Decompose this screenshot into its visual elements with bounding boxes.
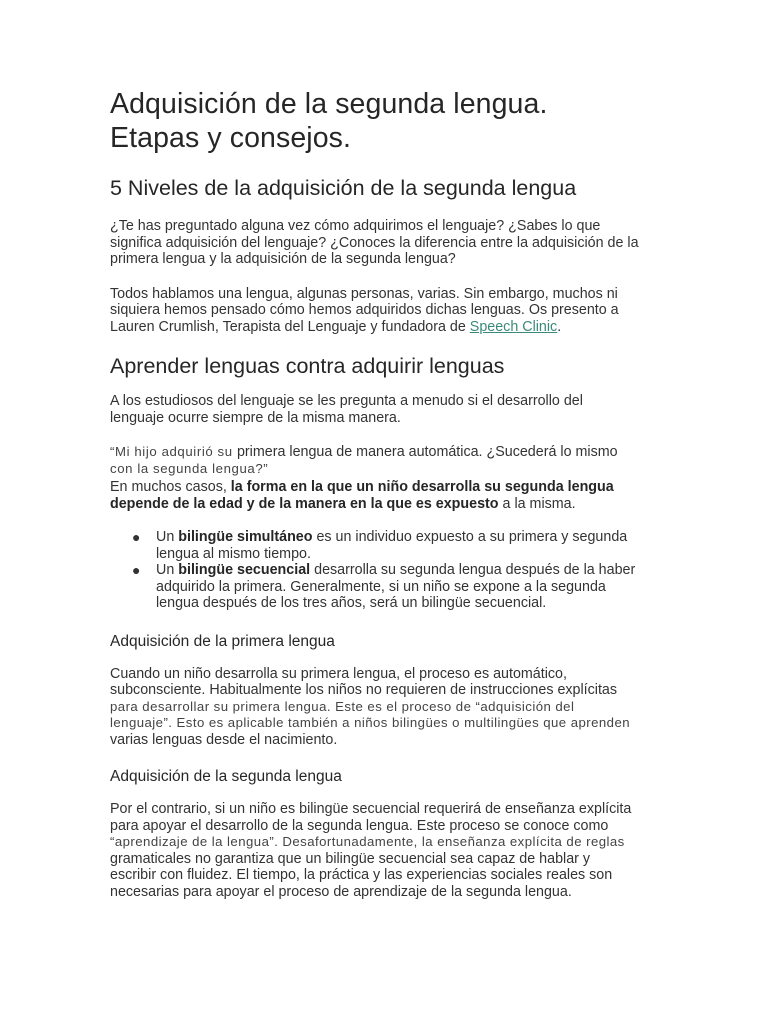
document-title [110, 87, 670, 155]
section-heading-second-language: Adquisición de la segunda lengua [110, 768, 342, 785]
bilingual-types-list [110, 529, 670, 612]
section1-paragraph: A los estudiosos del lenguaje se les pregunta a menudo si el desarrollo del lenguaje ocurre siempre de la misma manera. [110, 393, 583, 426]
section-heading-first-language: Adquisición de la primera lengua [110, 632, 335, 650]
section-heading-learning-vs-acquiring: Aprender lenguas contra adquirir lenguas [110, 354, 505, 378]
second-language-paragraph: Por el contrario, si un niño es bilingüe secuencial requerirá de enseñanza explícita para apoyar el desarrollo de la segunda lengua. Este proceso se conoce como “aprendizaje de la lengua”. Desafortunadamente, la enseñanza explícita de reglas gramaticales no garantiza que un bilingüe secuencial sea capaz de hablar y escribir con fluidez. El tiempo, la práctica y las experiencias sociales reales son necesarias para apoyar el proceso de aprendizaje de la segunda lengua. [110, 801, 632, 900]
list-item: ● Un bilingüe simultáneo es un individuo expuesto a su primera y segunda lengua al mismo tiempo. [132, 529, 628, 562]
list-item: ● Un bilingüe secuencial desarrolla su segunda lengua después de la haber adquirido la primera. Generalmente, si un niño se expone a la segunda lengua después de los tres años, será un bilingüe secuencial. [132, 562, 636, 611]
age-exposure-paragraph: En muchos casos, la forma en la que un niño desarrolla su segunda lengua depende de la edad y de la manera en la que es expuesto a la misma. [110, 479, 614, 512]
speech-clinic-link[interactable]: Speech Clinic [469, 318, 558, 335]
document-subtitle: 5 Niveles de la adquisición de la segunda lengua [110, 176, 577, 200]
presentation-paragraph: Todos hablamos una lengua, algunas personas, varias. Sin embargo, muchos ni siquiera hemos pensado cómo hemos adquiridos dichas lenguas. Os presento a Lauren Crumlish, Terapista del Lenguaje y fundadora de Speech Clinic. [110, 285, 619, 335]
intro-paragraph: ¿Te has preguntado alguna vez cómo adquirimos el lenguaje? ¿Sabes lo que significa adquisición del lenguaje? ¿Conoces la diferencia entre la adquisición de la primera lengua y la adquisición de la segunda lengua? [110, 218, 639, 267]
title-line-2: Etapas y consejos. [110, 122, 352, 154]
title-line-1: Adquisición de la segunda lengua. [110, 88, 548, 120]
first-language-paragraph: Cuando un niño desarrolla su primera lengua, el proceso es automático, subconsciente. Habitualmente los niños no requieren de instrucciones explícitas para desarrollar su primera lengua. Este es el proceso de “adquisición del lenguaje”. Esto es aplicable también a niños bilingües o multilingües que aprenden varias lenguas desde el nacimiento. [110, 665, 631, 748]
bullet-icon: ● [132, 529, 141, 545]
bullet-icon: ● [132, 562, 141, 578]
document-content [110, 87, 670, 900]
parent-quote: “Mi hijo adquirió su primera lengua de manera automática. ¿Sucederá lo mismo con la segunda lengua?” [110, 444, 618, 476]
